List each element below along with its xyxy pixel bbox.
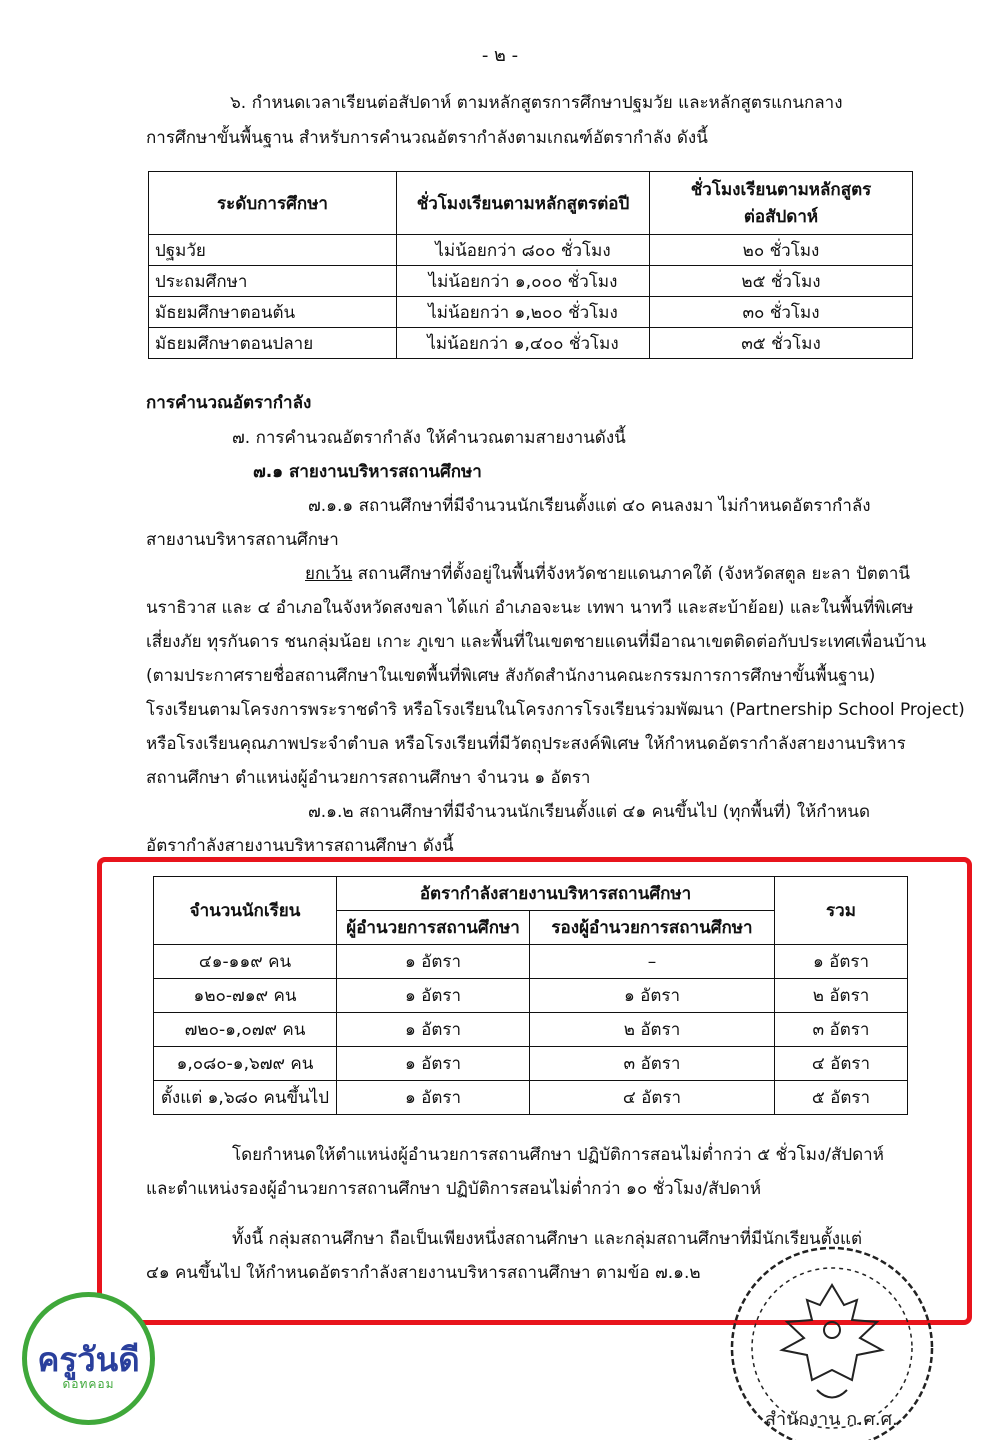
except-line: โรงเรียนตามโครงการพระราชดำริ หรือโรงเรียนในโครงการโรงเรียนร่วมพัฒนา (Partnership School Project)	[146, 700, 965, 720]
header-per-week-line2: ต่อสัปดาห์	[743, 207, 819, 227]
table-row	[149, 266, 913, 297]
except-word: ยกเว้น	[305, 564, 353, 584]
hours-table-header	[149, 172, 913, 235]
para711-line2: สายงานบริหารสถานศึกษา	[146, 530, 339, 550]
director-cell: ๑ อัตรา	[337, 1013, 530, 1047]
level-cell: มัธยมศึกษาตอนปลาย	[149, 328, 397, 359]
table-row	[149, 235, 913, 266]
except-line	[305, 562, 910, 586]
students-cell: ๔๑-๑๑๙ คน	[154, 945, 337, 979]
per-week-cell: ๒๕ ชั่วโมง	[650, 266, 913, 297]
section6-line2: การศึกษาขั้นพื้นฐาน สำหรับการคำนวณอัตรากำลังตามเกณฑ์อัตรากำลัง ดังนี้	[146, 128, 708, 148]
section6-line1: ๖. กำหนดเวลาเรียนต่อสัปดาห์ ตามหลักสูตรการศึกษาปฐมวัย และหลักสูตรแกนกลาง	[230, 93, 843, 113]
deputy-cell: ๒ อัตรา	[530, 1013, 775, 1047]
header-deputy: รองผู้อำนวยการสถานศึกษา	[530, 911, 775, 945]
level-cell: ปฐมวัย	[149, 235, 397, 266]
header-per-week	[650, 172, 913, 235]
total-cell: ๑ อัตรา	[775, 945, 908, 979]
except-rest: สถานศึกษาที่ตั้งอยู่ในพื้นที่จังหวัดชายแดนภาคใต้ (จังหวัดสตูล ยะลา ปัตตานี	[352, 564, 910, 584]
deputy-cell: –	[530, 945, 775, 979]
section7-intro: ๗. การคำนวณอัตรากำลัง ให้คำนวณตามสายงานดังนี้	[232, 428, 626, 448]
para712-line2: อัตรากำลังสายงานบริหารสถานศึกษา ดังนี้	[146, 836, 454, 856]
per-year-cell: ไม่น้อยกว่า ๘๐๐ ชั่วโมง	[397, 235, 650, 266]
level-cell: ประถมศึกษา	[149, 266, 397, 297]
except-line: หรือโรงเรียนคุณภาพประจำตำบล หรือโรงเรียนที่มีวัตถุประสงค์พิเศษ ให้กำหนดอัตรากำลังสายงานบริหาร	[146, 734, 906, 754]
director-cell: ๑ อัตรา	[337, 979, 530, 1013]
per-week-cell: ๓๕ ชั่วโมง	[650, 328, 913, 359]
watermark-badge	[22, 1292, 155, 1425]
header-admin-group: อัตรากำลังสายงานบริหารสถานศึกษา	[337, 877, 775, 911]
para712-line1: ๗.๑.๒ สถานศึกษาที่มีจำนวนนักเรียนตั้งแต่ ๔๑ คนขึ้นไป (ทุกพื้นที่) ให้กำหนด	[308, 802, 871, 822]
header-students: จำนวนนักเรียน	[154, 877, 337, 945]
header-director: ผู้อำนวยการสถานศึกษา	[337, 911, 530, 945]
header-per-week-line1: ชั่วโมงเรียนตามหลักสูตร	[690, 180, 872, 200]
per-year-cell: ไม่น้อยกว่า ๑,๔๐๐ ชั่วโมง	[397, 328, 650, 359]
per-year-cell: ไม่น้อยกว่า ๑,๒๐๐ ชั่วโมง	[397, 297, 650, 328]
except-line: (ตามประกาศรายชื่อสถานศึกษาในเขตพื้นที่พิเศษ สังกัดสำนักงานคณะกรรมการการศึกษาขั้นพื้นฐาน)	[146, 666, 876, 686]
header-level: ระดับการศึกษา	[149, 172, 397, 235]
header-per-year: ชั่วโมงเรียนตามหลักสูตรต่อปี	[397, 172, 650, 235]
table-row	[149, 297, 913, 328]
students-cell: ๗๒๐-๑,๐๗๙ คน	[154, 1013, 337, 1047]
total-cell: ๔ อัตรา	[775, 1047, 908, 1081]
director-cell: ๑ อัตรา	[337, 1081, 530, 1115]
header-total: รวม	[775, 877, 908, 945]
watermark-sub-text: ดอทคอม	[62, 1377, 115, 1391]
except-line: สถานศึกษา ตำแหน่งผู้อำนวยการสถานศึกษา จำนวน ๑ อัตรา	[146, 768, 591, 788]
per-week-cell: ๓๐ ชั่วโมง	[650, 297, 913, 328]
total-cell: ๒ อัตรา	[775, 979, 908, 1013]
total-cell: ๓ อัตรา	[775, 1013, 908, 1047]
note2-line2: ๔๑ คนขึ้นไป ให้กำหนดอัตรากำลังสายงานบริหารสถานศึกษา ตามข้อ ๗.๑.๒	[146, 1263, 701, 1283]
seal-text: สำนักงาน ก.ค.ศ.	[765, 1409, 898, 1430]
section71-heading: ๗.๑ สายงานบริหารสถานศึกษา	[253, 462, 482, 482]
students-cell: ๑,๐๘๐-๑,๖๗๙ คน	[154, 1047, 337, 1081]
hours-table	[148, 171, 913, 359]
page-number: - ๒ -	[481, 45, 519, 66]
except-line: เสี่ยงภัย ทุรกันดาร ชนกลุ่มน้อย เกาะ ภูเขา และพื้นที่ในเขตชายแดนที่มีอาณาเขตติดต่อกับประเทศเพื่อนบ้าน	[146, 632, 927, 652]
calc-heading: การคำนวณอัตรากำลัง	[146, 393, 312, 413]
note1-line1: โดยกำหนดให้ตำแหน่งผู้อำนวยการสถานศึกษา ปฏิบัติการสอนไม่ต่ำกว่า ๕ ชั่วโมง/สัปดาห์	[232, 1145, 884, 1165]
per-year-cell: ไม่น้อยกว่า ๑,๐๐๐ ชั่วโมง	[397, 266, 650, 297]
deputy-cell: ๑ อัตรา	[530, 979, 775, 1013]
students-cell: ตั้งแต่ ๑,๖๘๐ คนขึ้นไป	[154, 1081, 337, 1115]
deputy-cell: ๔ อัตรา	[530, 1081, 775, 1115]
note1-line2: และตำแหน่งรองผู้อำนวยการสถานศึกษา ปฏิบัติการสอนไม่ต่ำกว่า ๑๐ ชั่วโมง/สัปดาห์	[146, 1179, 762, 1199]
total-cell: ๕ อัตรา	[775, 1081, 908, 1115]
watermark-main-text: ครูวันดี	[37, 1341, 140, 1378]
level-cell: มัธยมศึกษาตอนต้น	[149, 297, 397, 328]
director-cell: ๑ อัตรา	[337, 1047, 530, 1081]
students-cell: ๑๒๐-๗๑๙ คน	[154, 979, 337, 1013]
note2-line1: ทั้งนี้ กลุ่มสถานศึกษา ถือเป็นเพียงหนึ่งสถานศึกษา และกลุ่มสถานศึกษาที่มีนักเรียนตั้งแต่	[232, 1229, 863, 1249]
para711-line1: ๗.๑.๑ สถานศึกษาที่มีจำนวนนักเรียนตั้งแต่ ๔๐ คนลงมา ไม่กำหนดอัตรากำลัง	[308, 496, 871, 516]
director-cell: ๑ อัตรา	[337, 945, 530, 979]
except-line: นราธิวาส และ ๔ อำเภอในจังหวัดสงขลา ได้แก่ อำเภอจะนะ เทพา นาทวี และสะบ้าย้อย) และในพื้นที่พิเศษ	[146, 598, 914, 618]
table-row	[149, 328, 913, 359]
deputy-cell: ๓ อัตรา	[530, 1047, 775, 1081]
per-week-cell: ๒๐ ชั่วโมง	[650, 235, 913, 266]
